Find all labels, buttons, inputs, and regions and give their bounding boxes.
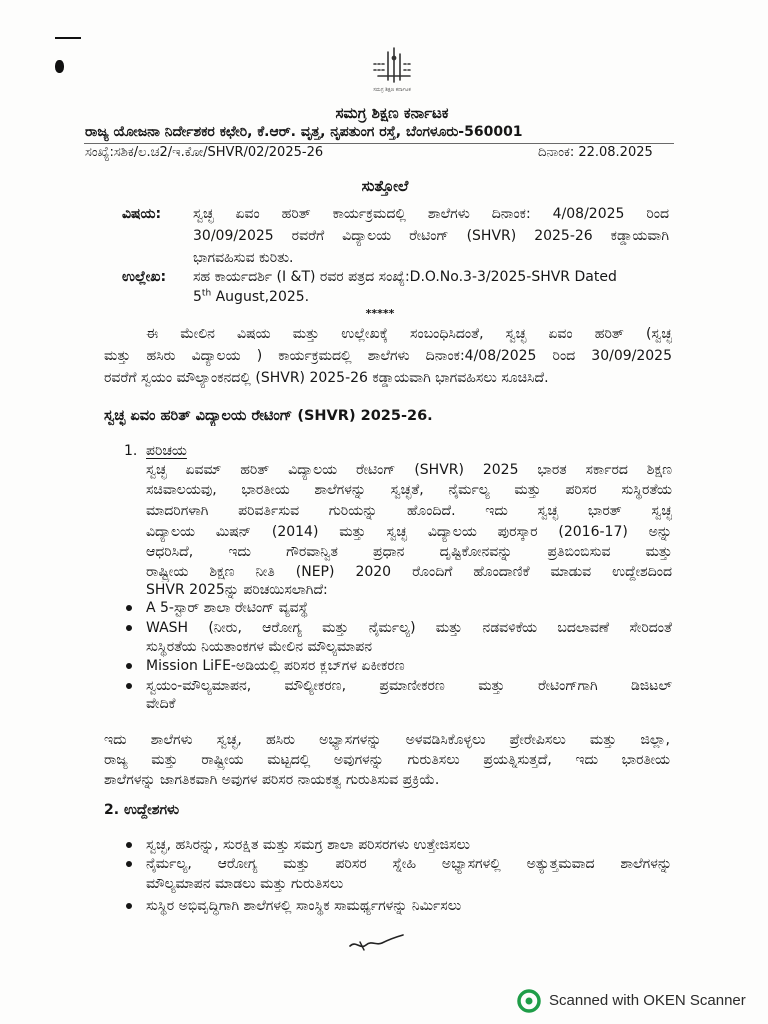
feature-bullet: Mission LiFE-ಅಡಿಯಲ್ಲಿ ಪರಿಸರ ಕ್ಲಬ್‌ಗಳ ಏಕೀಕರಣ	[146, 656, 672, 676]
scan-artifact-dash	[55, 37, 81, 39]
intro-paragraph-line: ಸ್ವಚ್ಛ ಏವಮ್ ಹರಿತ್ ವಿದ್ಯಾಲಯ ರೇಟಿಂಗ್ (SHVR) 2025 ಭಾರತ ಸರ್ಕಾರದ ಶಿಕ್ಷಣ	[146, 462, 672, 478]
intro-paragraph-line: ವಿದ್ಯಾಲಯ ಮಿಷನ್ (2014) ಮತ್ತು ಸ್ವಚ್ಛ ವಿದ್ಯಾಲಯ ಪುರಸ್ಕಾರ (2016-17) ಅನ್ನು	[146, 524, 672, 540]
feature-bullet-continuation: ವೇದಿಕೆ	[146, 696, 176, 712]
objective-bullet-continuation: ಮೌಲ್ಯಮಾಪನ ಮಾಡಲು ಮತ್ತು ಗುರುತಿಸಲು	[146, 876, 344, 892]
organization-name: ಸಮಗ್ರ ಶಿಕ್ಷಣ ಕರ್ನಾಟಕ	[335, 104, 449, 122]
reference-number: ಸಂಖ್ಯೆ:ಸಶಿಕ/ಲ.ಚ2/ಇ.ಕೋ/SHVR/02/2025-26	[85, 145, 324, 160]
main-heading: ಸ್ವಚ್ಛ ಏವಂ ಹರಿತ್ ವಿದ್ಯಾಲಯ ರೇಟಿಂಗ್ (SHVR) 2025-26.	[104, 408, 433, 424]
section2-number: 2.	[104, 802, 120, 818]
opening-paragraph-line: ಮತ್ತು ಹಸಿರು ವಿದ್ಯಾಲಯ ) ಕಾರ್ಯಕ್ರಮದಲ್ಲಿ ಶಾಲೆಗಳು ದಿನಾಂಕ:4/08/2025 ರಿಂದ 30/09/2025	[104, 348, 672, 364]
document-title: ಸುತ್ತೋಲೆ	[361, 177, 409, 195]
separator-stars: *****	[365, 307, 395, 320]
section1-title: ಪರಿಚಯ	[146, 443, 187, 459]
section2-heading	[104, 800, 304, 820]
opening-paragraph-line: ಈ ಮೇಲಿನ ವಿಷಯ ಮತ್ತು ಉಲ್ಲೇಖಕ್ಕೆ ಸಂಬಂಧಿಸಿದಂತೆ, ಸ್ವಚ್ಛ ಏವಂ ಹರಿತ್ (ಸ್ವಚ್ಛ	[146, 326, 672, 342]
intro-paragraph-line: ಮಾದರಿಗಳಾಗಿ ಪರಿವರ್ತಿಸುವ ಗುರಿಯನ್ನು ಹೊಂದಿದೆ. ಇದು ಸ್ವಚ್ಛ ಭಾರತ್ ಸ್ವಚ್ಛ	[146, 503, 672, 519]
signature-mark	[346, 930, 406, 954]
feature-bullet: ಸ್ವಯಂ-ಮೌಲ್ಯಮಾಪನ, ಮೌಲ್ಯೀಕರಣ, ಪ್ರಮಾಣೀಕರಣ ಮತ್ತು ರೇಟಿಂಗ್‌ಗಾಗಿ ಡಿಜಿಟಲ್	[146, 678, 672, 694]
opening-paragraph-line: ರವರೆಗೆ ಸ್ವಯಂ ಮೌಲ್ಯಾಂಕನದಲ್ಲಿ (SHVR) 2025-26 ಕಡ್ಡಾಯವಾಗಿ ಭಾಗವಹಿಸಲು ಸೂಚಿಸಿದೆ.	[104, 370, 549, 386]
letter-date: ದಿನಾಂಕ: 22.08.2025	[538, 145, 653, 160]
feature-bullet-continuation: ಸುಸ್ಥಿರತೆಯ ನಿಯತಾಂಕಗಳ ಮೇಲಿನ ಮೌಲ್ಯಮಾಪನ	[146, 639, 372, 655]
reference-day-suffix: th	[201, 288, 212, 299]
reference-label: ಉಲ್ಲೇಖ:	[122, 269, 167, 285]
section2-title: ಉದ್ದೇಶಗಳು	[123, 802, 180, 818]
reference-day: 5	[193, 289, 202, 305]
section1-number: 1.	[124, 443, 138, 459]
scanner-watermark-text: Scanned with OKEN Scanner	[549, 992, 746, 1009]
objective-bullet: ನೈರ್ಮಲ್ಯ, ಆರೋಗ್ಯ ಮತ್ತು ಪರಿಸರ ಸ್ನೇಹಿ ಅಭ್ಯಾಸಗಳಲ್ಲಿ ಅತ್ಯುತ್ತಮವಾದ ಶಾಲೆಗಳನ್ನು	[146, 856, 672, 872]
feature-bullet: WASH (ನೀರು, ಆರೋಗ್ಯ ಮತ್ತು ನೈರ್ಮಲ್ಯ) ಮತ್ತು ನಡವಳಿಕೆಯ ಬದಲಾವಣೆ ಸೇರಿದಂತೆ	[146, 620, 672, 636]
scan-artifact-blot	[55, 60, 64, 73]
intro-paragraph-line: ಸಚಿವಾಲಯವು, ಭಾರತೀಯ ಶಾಲೆಗಳನ್ನು ಸ್ವಚ್ಛತೆ, ನೈರ್ಮಲ್ಯ ಮತ್ತು ಪರಿಸರ ಸುಸ್ಥಿರತೆಯ	[146, 482, 672, 498]
samagra-shiksha-emblem-icon	[366, 44, 418, 90]
subject-line: 30/09/2025 ರವರೆಗೆ ವಿದ್ಯಾಲಯ ರೇಟಿಂಗ್ (SHVR) 2025-26 ಕಡ್ಡಾಯವಾಗಿ	[193, 228, 669, 244]
intro-paragraph-line: ಆಧರಿಸಿದೆ, ಇದು ಗೌರವಾನ್ವಿತ ಪ್ರಧಾನ ದೃಷ್ಟಿಕೋನವನ್ನು ಪ್ರತಿಬಿಂಬಿಸುವ ಮತ್ತು	[146, 544, 672, 560]
reference-date-line	[193, 287, 669, 307]
office-address: ರಾಜ್ಯ ಯೋಜನಾ ನಿರ್ದೇಶಕರ ಕಛೇರಿ, ಕೆ.ಆರ್. ವೃತ್ತ, ನೃಪತುಂಗ ರಸ್ತೆ, ಬೆಂಗಳೂರು-560001	[85, 124, 523, 140]
closing-paragraph-line: ರಾಜ್ಯ ಮತ್ತು ರಾಷ್ಟ್ರೀಯ ಮಟ್ಟದಲ್ಲಿ ಅವುಗಳನ್ನು ಗುರುತಿಸಲು ಪ್ರಯತ್ನಿಸುತ್ತದೆ, ಇದು ಭಾರತೀಯ	[104, 752, 670, 768]
reference-line: ಸಹ ಕಾರ್ಯದರ್ಶಿ (I &T) ರವರ ಪತ್ರದ ಸಂಖ್ಯೆ:D.O.No.3-3/2025-SHVR Dated	[193, 269, 617, 285]
reference-month-year: August,2025.	[211, 289, 310, 305]
objective-bullet: ಸುಸ್ಥಿರ ಅಭಿವೃದ್ಧಿಗಾಗಿ ಶಾಲೆಗಳಲ್ಲಿ ಸಾಂಸ್ಥಿಕ ಸಾಮರ್ಥ್ಯಗಳನ್ನು ನಿರ್ಮಿಸಲು	[146, 896, 672, 916]
closing-paragraph-line: ಇದು ಶಾಲೆಗಳು ಸ್ವಚ್ಛ, ಹಸಿರು ಅಭ್ಯಾಸಗಳನ್ನು ಅಳವಡಿಸಿಕೊಳ್ಳಲು ಪ್ರೇರೇಪಿಸಲು ಮತ್ತು ಜಿಲ್ಲಾ,	[104, 732, 670, 748]
feature-bullet: A 5-ಸ್ಟಾರ್ ಶಾಲಾ ರೇಟಿಂಗ್ ವ್ಯವಸ್ಥೆ	[146, 598, 672, 618]
objective-bullet: ಸ್ವಚ್ಛ, ಹಸಿರನ್ನು, ಸುರಕ್ಷಿತ ಮತ್ತು ಸಮಗ್ರ ಶಾಲಾ ಪರಿಸರಗಳು ಉತ್ತೇಜಿಸಲು	[146, 835, 672, 855]
closing-paragraph-line: ಶಾಲೆಗಳನ್ನು ಜಾಗತಿಕವಾಗಿ ಅವುಗಳ ಪರಿಸರ ನಾಯಕತ್ವ ಗುರುತಿಸುವ ಪ್ರಕ್ರಿಯೆ.	[104, 772, 440, 788]
subject-line: ಸ್ವಚ್ಛ ಏವಂ ಹರಿತ್ ಕಾರ್ಯಕ್ರಮದಲ್ಲಿ ಶಾಲೆಗಳು ದಿನಾಂಕ: 4/08/2025 ರಿಂದ	[193, 206, 669, 222]
intro-paragraph-line: ರಾಷ್ಟ್ರೀಯ ಶಿಕ್ಷಣ ನೀತಿ (NEP) 2020 ರೊಂದಿಗೆ ಹೊಂದಾಣಿಕೆ ಮಾಡುವ ಉದ್ದೇಶದಿಂದ	[146, 564, 672, 580]
subject-label: ವಿಷಯ:	[122, 206, 162, 222]
emblem-caption: ಸಮಗ್ರ ಶಿಕ್ಷಣ ಕರ್ನಾಟಕ	[373, 87, 411, 93]
oken-scanner-logo-icon	[517, 989, 541, 1013]
subject-line: ಭಾಗವಹಿಸುವ ಕುರಿತು.	[193, 250, 294, 266]
intro-paragraph-line: SHVR 2025ನ್ನು ಪರಿಚಯಿಸಲಾಗಿದೆ:	[146, 582, 328, 598]
